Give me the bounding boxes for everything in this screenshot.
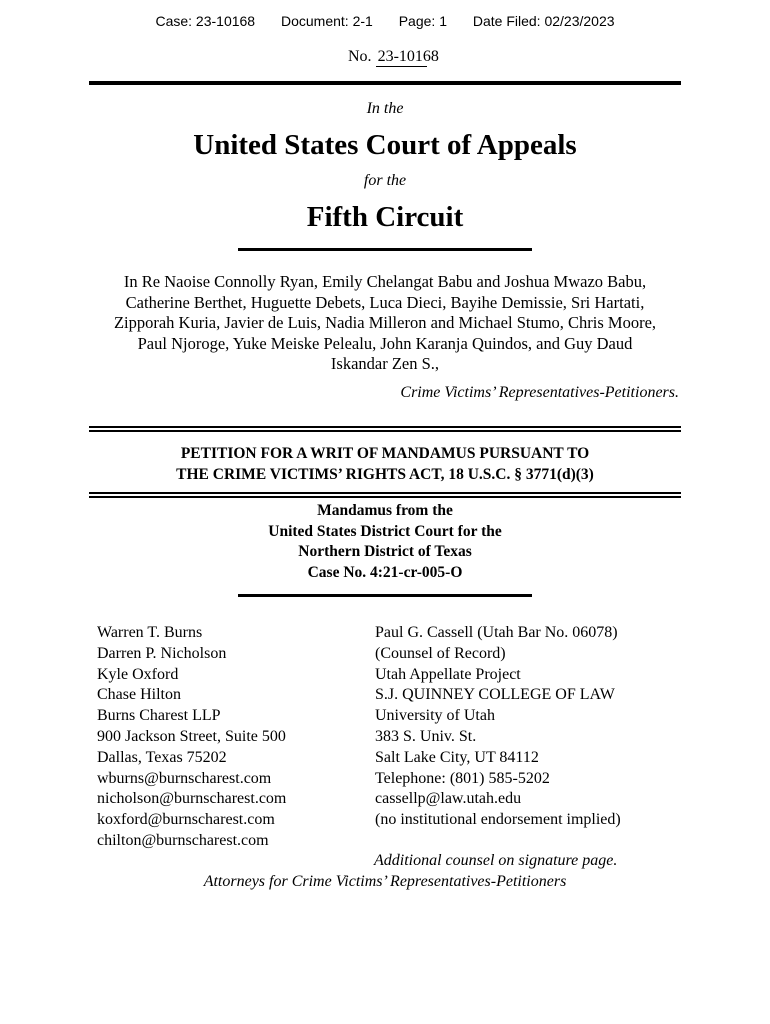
mandamus-line: Mandamus from the <box>317 502 453 519</box>
counsel-left-line: Darren P. Nicholson <box>97 644 227 662</box>
court-divider-rule <box>238 248 532 251</box>
counsel-left-line: Kyle Oxford <box>97 665 179 683</box>
party-line: Iskandar Zen S., <box>330 354 440 373</box>
filing-header <box>0 13 770 29</box>
mandamus-line: Case No. 4:21-cr-005-O <box>307 563 463 581</box>
mandamus-divider-rule <box>238 594 532 597</box>
counsel-left-line: 900 Jackson Street, Suite 500 <box>97 727 286 745</box>
counsel-left-line: Burns Charest LLP <box>97 707 221 725</box>
mandamus-line: United States District Court for the <box>268 522 502 540</box>
counsel-right-line: Salt Lake City, UT 84112 <box>375 748 539 766</box>
counsel-left-line: wburns@burnscharest.com <box>97 769 272 787</box>
counsel-right-line: Telephone: (801) 585-5202 <box>375 769 550 787</box>
header-date-filed: Date Filed: 02/23/2023 <box>472 13 615 29</box>
petition-title <box>0 444 770 485</box>
header-document: Document: 2-1 <box>281 13 373 29</box>
additional-counsel-note: Additional counsel on signature page. <box>374 852 618 869</box>
top-thick-rule <box>89 81 681 85</box>
parties-block <box>85 272 685 375</box>
counsel-left-line: Chase Hilton <box>97 686 181 704</box>
counsel-left-column <box>97 623 286 852</box>
header-page: Page: 1 <box>398 13 447 29</box>
counsel-left-line: Warren T. Burns <box>97 624 203 641</box>
docket-prefix: No. <box>348 48 372 65</box>
counsel-right-line: (Counsel of Record) <box>375 644 506 662</box>
mandamus-line: Northern District of Texas <box>298 543 472 560</box>
docket-number <box>348 48 441 66</box>
counsel-right-line: S.J. QUINNEY COLLEGE OF LAW <box>375 686 615 704</box>
for-the-text: for the <box>363 172 407 189</box>
counsel-right-line: 383 S. Univ. St. <box>375 727 477 745</box>
counsel-right-line: University of Utah <box>375 707 495 725</box>
petition-top-rule <box>89 426 681 432</box>
party-line: Paul Njoroge, Yuke Meiske Pelealu, John Karanja Quindos, and Guy Daud <box>137 333 633 353</box>
counsel-right-line: Paul G. Cassell (Utah Bar No. 06078) <box>375 624 618 641</box>
attorneys-for-line: Attorneys for Crime Victims’ Representatives-Petitioners <box>203 873 567 890</box>
petition-title-line: THE CRIME VICTIMS’ RIGHTS ACT, 18 U.S.C. § 3771(d)(3) <box>176 465 594 483</box>
circuit-name: Fifth Circuit <box>306 201 464 233</box>
party-line: Catherine Berthet, Huguette Debets, Luca Dieci, Bayihe Demissie, Sri Hartati, <box>125 292 645 312</box>
party-line: In Re Naoise Connolly Ryan, Emily Chelangat Babu and Joshua Mwazo Babu, <box>123 272 647 291</box>
party-line: Zipporah Kuria, Javier de Luis, Nadia Milleron and Michael Stumo, Chris Moore, <box>113 313 657 332</box>
petition-title-line: PETITION FOR A WRIT OF MANDAMUS PURSUANT TO <box>180 445 590 462</box>
counsel-right-column <box>375 623 621 831</box>
counsel-right-line: (no institutional endorsement implied) <box>375 811 621 829</box>
header-case: Case: 23-10168 <box>155 13 256 29</box>
mandamus-block <box>0 501 770 583</box>
in-the-text: In the <box>366 100 404 117</box>
court-name: United States Court of Appeals <box>193 129 577 161</box>
counsel-right-line: Utah Appellate Project <box>375 665 521 683</box>
counsel-left-line: nicholson@burnscharest.com <box>97 790 287 808</box>
docket-value: 23-10168 <box>377 48 439 65</box>
counsel-left-line: Dallas, Texas 75202 <box>97 748 227 766</box>
counsel-left-line: chilton@burnscharest.com <box>97 831 269 849</box>
counsel-left-line: koxford@burnscharest.com <box>97 811 275 829</box>
petitioners-role: Crime Victims’ Representatives-Petitioners. <box>400 384 679 401</box>
petition-bottom-rule <box>89 492 681 498</box>
counsel-right-line: cassellp@law.utah.edu <box>375 790 522 808</box>
